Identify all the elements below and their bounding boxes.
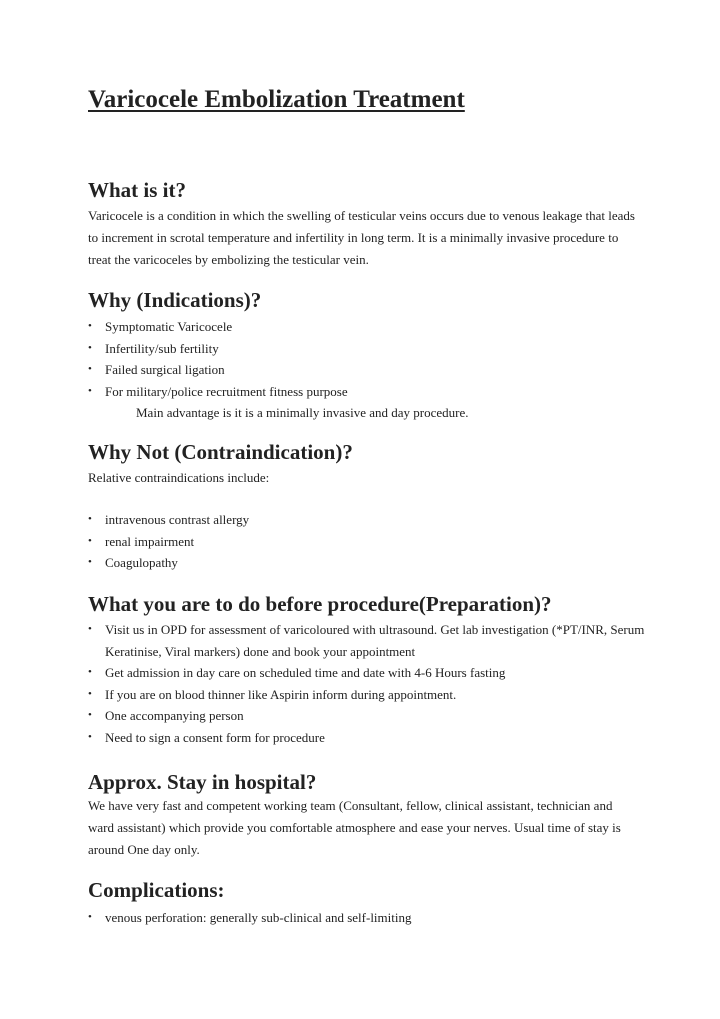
list-item-text: intravenous contrast allergy [105, 512, 250, 527]
bullet-icon: • [88, 687, 92, 700]
heading-indications: Why (Indications)? [88, 288, 262, 312]
indications-list [88, 316, 648, 402]
contraindication-intro: Relative contraindications include: [88, 470, 270, 485]
heading-contraindication: Why Not (Contraindication)? [88, 440, 353, 464]
list-item [88, 684, 648, 706]
list-item-text: Symptomatic Varicocele [105, 319, 233, 334]
bullet-icon: • [88, 666, 92, 679]
stay-paragraph: We have very fast and competent working team (Consultant, fellow, clinical assistant, technician and ward assistant) which provide you comfortable atmosphere and ease your nerves. Usual time of stay is around One day only. [88, 798, 621, 857]
document-title: Varicocele Embolization Treatment [88, 86, 465, 113]
list-item-text: Get admission in day care on scheduled time and date with 4-6 Hours fasting [105, 665, 506, 681]
list-item-text: Failed surgical ligation [105, 362, 225, 378]
bullet-icon: • [88, 534, 92, 547]
bullet-icon: • [88, 363, 92, 376]
indications-note: Main advantage is it is a minimally invasive and day procedure. [136, 405, 469, 420]
list-item [88, 727, 648, 749]
list-item-text: Coagulopathy [105, 555, 178, 571]
what-is-it-paragraph: Varicocele is a condition in which the swelling of testicular veins occurs due to venous leakage that leads to increment in scrotal temperature and infertility in long term. It is a minimally invasive procedure to treat the varicoceles by embolizing the testicular vein. [88, 208, 635, 267]
preparation-list [88, 619, 648, 749]
list-item [88, 359, 648, 381]
bullet-icon: • [88, 709, 92, 722]
bullet-icon: • [88, 341, 92, 354]
complications-list [88, 907, 648, 929]
list-item-text: For military/police recruitment fitness purpose [105, 383, 348, 399]
list-item-text: If you are on blood thinner like Aspirin inform during appointment. [105, 686, 457, 702]
bullet-icon: • [88, 911, 92, 923]
list-item-text: Visit us in OPD for assessment of varicoloured with ultrasound. Get lab investigation (*PT/INR, Serum Keratinise, Viral markers) done and book your appointment [105, 622, 645, 659]
heading-complications: Complications: [88, 878, 225, 902]
contraindications-list [88, 509, 648, 574]
heading-what-is-it: What is it? [88, 178, 187, 202]
bullet-icon: • [88, 513, 92, 525]
list-item [88, 552, 648, 574]
list-item-text: Infertility/sub fertility [105, 340, 219, 356]
list-item [88, 907, 648, 929]
heading-preparation: What you are to do before procedure(Preparation)? [88, 592, 552, 616]
bullet-icon: • [88, 730, 92, 743]
bullet-icon: • [88, 623, 92, 635]
list-item-text: Need to sign a consent form for procedure [105, 729, 325, 745]
list-item-text: One accompanying person [105, 708, 244, 724]
heading-stay: Approx. Stay in hospital? [88, 770, 317, 794]
list-item [88, 381, 648, 403]
list-item [88, 705, 648, 727]
list-item [88, 531, 648, 553]
list-item [88, 662, 648, 684]
list-item [88, 316, 648, 338]
bullet-icon: • [88, 556, 92, 569]
bullet-icon: • [88, 320, 92, 332]
list-item [88, 338, 648, 360]
list-item [88, 509, 648, 531]
list-item-text: renal impairment [105, 533, 195, 549]
list-item-text: venous perforation: generally sub-clinical and self-limiting [105, 910, 412, 925]
list-item [88, 619, 648, 662]
bullet-icon: • [88, 384, 92, 397]
